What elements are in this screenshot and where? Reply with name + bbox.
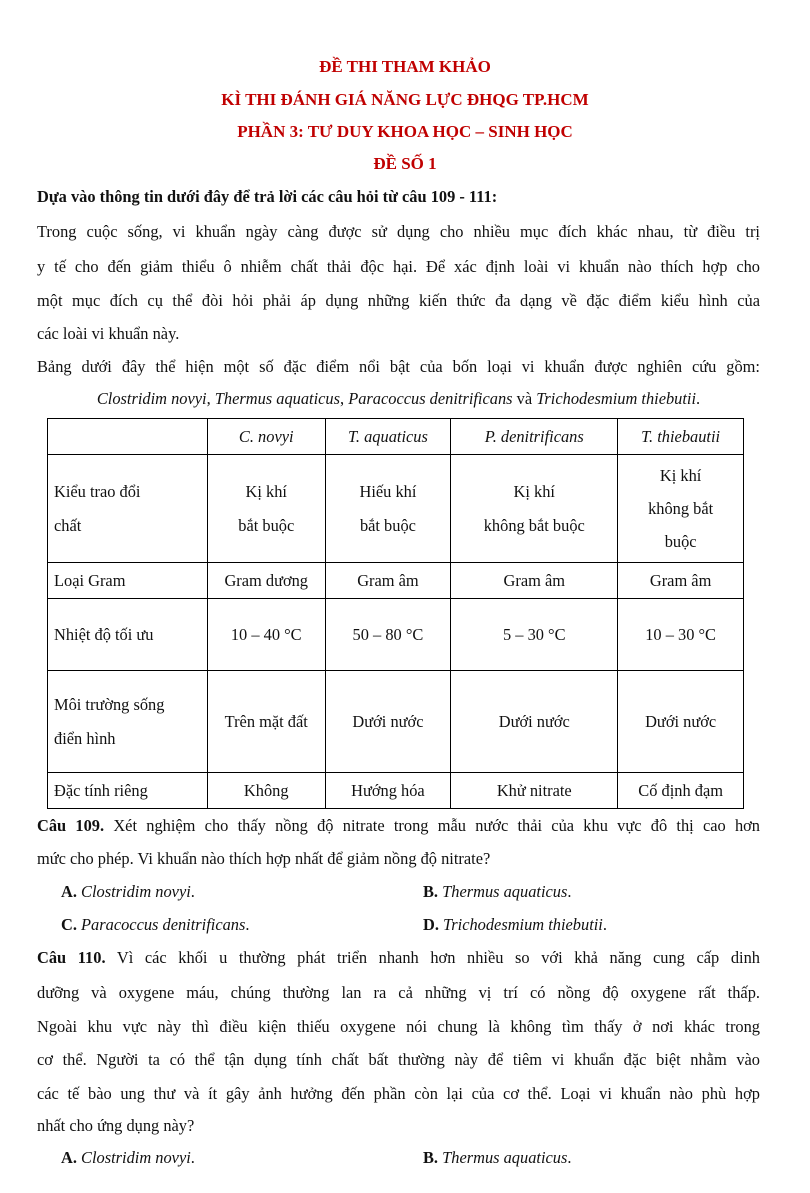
table-row	[48, 773, 744, 809]
table-cell: Gram âm	[325, 563, 451, 599]
row-label: Kiểu trao đổi chất	[48, 455, 208, 563]
question-110-line: nhất cho ứng dụng này?	[37, 1116, 195, 1135]
table-row	[48, 671, 744, 773]
question-109-stem-line: mức cho phép. Vi khuẩn nào thích hợp nhất để giảm nồng độ nitrate?	[37, 849, 491, 868]
table-cell: Gram âm	[451, 563, 618, 599]
bacteria-table	[47, 418, 744, 809]
table-cell: Hiếu khí bắt buộc	[325, 455, 451, 563]
table-cell: Không	[207, 773, 325, 809]
table-row	[48, 599, 744, 671]
answer-option-a[interactable]: A. Clostridim novyi.	[61, 1148, 195, 1167]
table-header-cell: T. thiebautii	[618, 419, 744, 455]
table-cell: Kị khí bắt buộc	[207, 455, 325, 563]
table-cell: Hướng hóa	[325, 773, 451, 809]
table-cell: Khử nitrate	[451, 773, 618, 809]
intro-paragraph-line: Trong cuộc sống, vi khuẩn ngày càng được sử dụng cho nhiều mục đích khác nhau, từ điều trị	[37, 222, 760, 241]
question-110-line: các tế bào ung thư và ít gây ảnh hưởng đến phần còn lại của cơ thể. Loại vi khuẩn nào phù hợp	[37, 1084, 760, 1103]
exam-number: ĐỀ SỐ 1	[373, 154, 437, 173]
table-row	[48, 563, 744, 599]
answer-option-c[interactable]: C. Paracoccus denitrificans.	[61, 915, 250, 934]
section-title: PHẦN 3: TƯ DUY KHOA HỌC – SINH HỌC	[237, 122, 573, 141]
question-110-stem: Câu 110. Vì các khối u thường phát triển nhanh hơn nhiều so với khả năng cung cấp dinh	[37, 948, 760, 967]
table-cell: Gram âm	[618, 563, 744, 599]
row-label: Loại Gram	[48, 563, 208, 599]
table-row	[48, 455, 744, 563]
table-cell: Kị khí không bắt buộc	[451, 455, 618, 563]
table-header-cell	[48, 419, 208, 455]
table-cell: 5 – 30 °C	[451, 599, 618, 671]
intro-paragraph-line: các loài vi khuẩn này.	[37, 324, 180, 343]
intro-paragraph-line: một mục đích cụ thể đòi hỏi phải áp dụng những kiến thức đa dạng về đặc điểm kiểu hình của	[37, 291, 760, 310]
exam-title: ĐỀ THI THAM KHẢO	[319, 57, 491, 76]
question-110-line: dưỡng và oxygene máu, chúng thường lan ra cả những vị trí có nồng độ oxygene rất thấp.	[37, 983, 760, 1002]
species-list: Clostridim novyi, Thermus aquaticus, Paracoccus denitrificans và Trichodesmium thiebutii.	[96, 389, 701, 408]
table-cell: 10 – 30 °C	[618, 599, 744, 671]
table-cell: Gram dương	[207, 563, 325, 599]
intro-lead: Dựa vào thông tin dưới đây để trả lời các câu hỏi từ câu 109 - 111:	[37, 187, 498, 206]
table-cell: Kị khí không bắt buộc	[618, 455, 744, 563]
answer-option-d[interactable]: D. Trichodesmium thiebutii.	[423, 915, 607, 934]
table-header-cell: P. denitrificans	[451, 419, 618, 455]
table-cell: Dưới nước	[451, 671, 618, 773]
table-cell: 10 – 40 °C	[207, 599, 325, 671]
intro-paragraph-line: y tế cho đến giảm thiểu ô nhiễm chất thải độc hại. Để xác định loài vi khuẩn nào thích hợp cho	[37, 257, 760, 276]
row-label: Nhiệt độ tối ưu	[48, 599, 208, 671]
table-header-cell: C. novyi	[207, 419, 325, 455]
table-cell: 50 – 80 °C	[325, 599, 451, 671]
question-110-line: cơ thể. Người ta có thể tận dụng tính chất bất thường này để tiêm vi khuẩn đặc biệt nhằm vào	[37, 1050, 760, 1069]
answer-option-b[interactable]: B. Thermus aquaticus.	[423, 882, 572, 901]
table-header-row	[48, 419, 744, 455]
answer-option-b[interactable]: B. Thermus aquaticus.	[423, 1148, 572, 1167]
question-109-stem: Câu 109. Xét nghiệm cho thấy nồng độ nitrate trong mẫu nước thải của khu vực đô thị cao hơn	[37, 816, 760, 835]
table-cell: Dưới nước	[325, 671, 451, 773]
row-label: Đặc tính riêng	[48, 773, 208, 809]
table-header-cell: T. aquaticus	[325, 419, 451, 455]
exam-subtitle: KÌ THI ĐÁNH GIÁ NĂNG LỰC ĐHQG TP.HCM	[221, 90, 589, 109]
row-label: Môi trường sống điển hình	[48, 671, 208, 773]
table-cell: Cố định đạm	[618, 773, 744, 809]
intro-paragraph-2: Bảng dưới đây thể hiện một số đặc điểm nổi bật của bốn loại vi khuẩn được nghiên cứu gồm:	[37, 357, 760, 376]
answer-option-a[interactable]: A. Clostridim novyi.	[61, 882, 195, 901]
table-cell: Trên mặt đất	[207, 671, 325, 773]
question-110-line: Ngoài khu vực này thì điều kiện thiếu oxygene nói chung là không tìm thấy ở nơi khác trong	[37, 1017, 760, 1036]
table-cell: Dưới nước	[618, 671, 744, 773]
